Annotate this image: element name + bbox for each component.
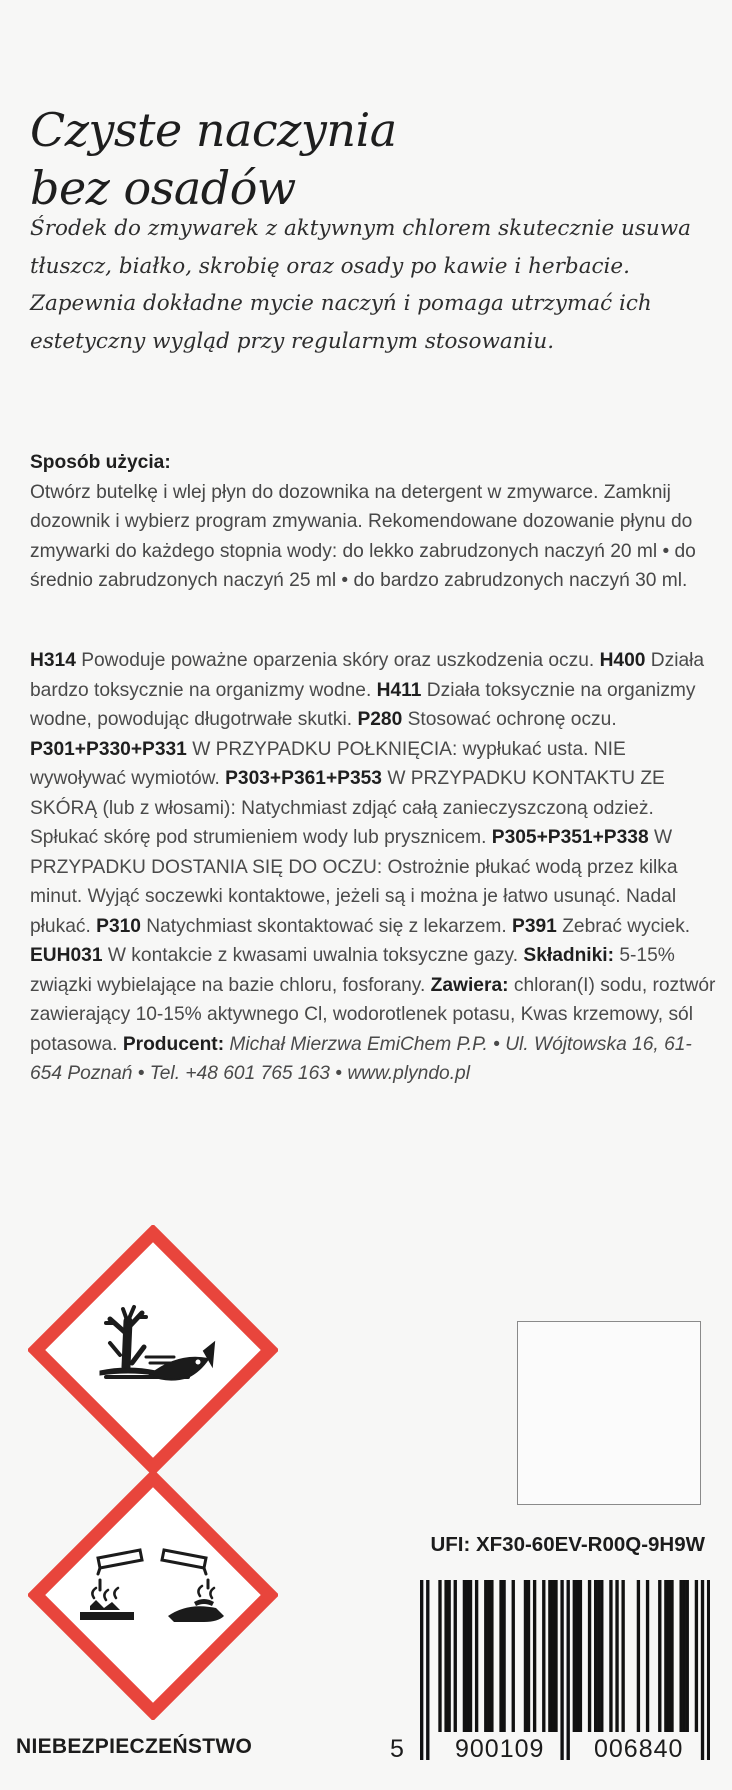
- barcode-bar: [594, 1580, 597, 1732]
- precaution-code: P391: [512, 915, 557, 937]
- contains-label: Zawiera:: [430, 974, 509, 996]
- barcode-bar: [469, 1580, 472, 1732]
- barcode-bar: [567, 1580, 570, 1760]
- barcode-bar: [475, 1580, 478, 1732]
- barcode-bar: [658, 1580, 661, 1732]
- barcode-bar: [444, 1580, 447, 1732]
- hazard-text: Działa toksycznie na organizmy wodne, powodując długotrwałe skutki.: [30, 679, 696, 730]
- barcode-bar: [512, 1580, 515, 1732]
- barcode-bar: [695, 1580, 698, 1732]
- ufi-code: UFI: XF30-60EV-R00Q-9H9W: [430, 1533, 705, 1556]
- ingredients-text: 5-15% związki wybielające na bazie chloru, fosforany.: [30, 945, 675, 996]
- barcode-bar: [490, 1580, 493, 1732]
- usage-heading: Sposób użycia:: [30, 452, 171, 473]
- barcode-bar: [664, 1580, 667, 1732]
- barcode-bar: [420, 1580, 423, 1760]
- barcode-bar: [615, 1580, 618, 1732]
- barcode: [420, 1580, 710, 1760]
- barcode-bar: [466, 1580, 469, 1732]
- barcode-bar: [597, 1580, 600, 1732]
- barcode-bar: [670, 1580, 673, 1732]
- barcode-bar: [683, 1580, 686, 1732]
- barcode-bar: [551, 1580, 554, 1732]
- barcode-bar: [637, 1580, 640, 1732]
- producer-text: Michał Mierzwa EmiChem P.P. • Ul. Wójtowska 16, 61-654 Poznań • Tel. +48 601 765 163 • www.plyndo.pl: [30, 1033, 692, 1084]
- barcode-right-digits: 006840: [594, 1735, 684, 1763]
- producer-label: Producent:: [122, 1033, 225, 1055]
- barcode-bar: [560, 1580, 563, 1760]
- contains-text: chloran(I) sodu, roztwór zawierający 10-15% aktywnego Cl, wodorotlenek potasu, Kwas krzemowy, sól potasowa.: [30, 974, 716, 1055]
- barcode-bar: [600, 1580, 603, 1732]
- environment-hazard-icon: [28, 1225, 278, 1475]
- hazard-statements: [30, 646, 720, 1089]
- precaution-code: P301+P330+P331: [30, 738, 187, 760]
- precaution-text: W PRZYPADKU KONTAKTU ZE SKÓRĄ (lub z włosami): Natychmiast zdjąć całą zanieczyszczoną odzież. Spłukać skórę pod strumieniem wody lub prysznicem.: [30, 768, 665, 848]
- barcode-bar: [438, 1580, 441, 1732]
- precaution-text: W PRZYPADKU POŁKNIĘCIA: wypłukać usta. NIE wywoływać wymiotów.: [30, 738, 626, 789]
- barcode-bar: [454, 1580, 457, 1732]
- barcode-bar: [579, 1580, 582, 1732]
- corrosive-hazard-icon: [28, 1470, 278, 1720]
- product-description: Środek do zmywarek z aktywnym chlorem skutecznie usuwa tłuszcz, białko, skrobię oraz osady po kawie i herbacie. Zapewnia dokładne mycie naczyń i pomaga utrzymać ich estetyczny wygląd przy regularnym stosowaniu.: [30, 216, 691, 354]
- barcode-bar: [426, 1580, 429, 1760]
- blank-box: [517, 1321, 701, 1505]
- hazard-text: Powoduje poważne oparzenia skóry oraz uszkodzenia oczu.: [75, 650, 600, 671]
- barcode-bar: [609, 1580, 612, 1732]
- barcode-bar: [621, 1580, 624, 1732]
- hazard-text: Działa bardzo toksycznie na organizmy wodne.: [30, 650, 705, 701]
- usage-section: [30, 448, 720, 596]
- barcode-bar: [542, 1580, 545, 1732]
- barcode-bar: [548, 1580, 551, 1732]
- barcode-bar: [499, 1580, 502, 1732]
- barcode-bar: [707, 1580, 710, 1760]
- precaution-code: P280: [357, 709, 403, 730]
- precaution-text: Zebrać wyciek.: [556, 915, 691, 937]
- barcode-bar: [487, 1580, 490, 1732]
- usage-text: Otwórz butelkę i wlej płyn do dozownika na detergent w zmywarce. Zamknij dozownik i wybierz program zmywania. Rekomendowane dozowanie płynu do zmywarki do każdego stopnia wody: do lekko zabrudzonych naczyń 20 ml • do średnio zabrudzonych naczyń 25 ml • do bardzo zabrudzonych naczyń 30 ml.: [30, 481, 696, 591]
- barcode-bar: [573, 1580, 576, 1732]
- barcode-bar: [524, 1580, 527, 1732]
- hazard-code: H400: [599, 650, 646, 671]
- precaution-text: Natychmiast skontaktować się z lekarzem.: [140, 915, 513, 937]
- barcode-bar: [484, 1580, 487, 1732]
- barcode-bar: [463, 1580, 466, 1732]
- title-line-1: Czyste naczynia: [30, 102, 397, 157]
- barcode-left-digits: 900109: [455, 1735, 545, 1763]
- hazard-code: H411: [376, 679, 422, 701]
- barcode-bar: [667, 1580, 670, 1732]
- title-line-2: bez osadów: [30, 160, 296, 215]
- ingredients-label: Składniki:: [523, 945, 615, 966]
- barcode-bar: [588, 1580, 591, 1732]
- barcode-bar: [527, 1580, 530, 1732]
- barcode-first-digit: 5: [390, 1735, 405, 1763]
- barcode-bar: [576, 1580, 579, 1732]
- precaution-text: Stosować ochronę oczu.: [402, 709, 617, 730]
- precaution-code: P303+P361+P353: [225, 768, 382, 789]
- barcode-bar: [679, 1580, 682, 1732]
- barcode-bar: [646, 1580, 649, 1732]
- barcode-bar: [502, 1580, 505, 1732]
- hazard-code: H314: [30, 650, 76, 671]
- product-title: [30, 101, 710, 217]
- signal-word: NIEBEZPIECZEŃSTWO: [16, 1735, 253, 1758]
- precaution-code: P310: [96, 915, 141, 937]
- barcode-bar: [533, 1580, 536, 1732]
- barcode-bar: [701, 1580, 704, 1760]
- precaution-code: P305+P351+P338: [491, 827, 649, 848]
- euh-text: W kontakcie z kwasami uwalnia toksyczne gazy.: [102, 945, 524, 966]
- barcode-bar: [447, 1580, 450, 1732]
- precaution-text: W PRZYPADKU DOSTANIA SIĘ DO OCZU: Ostrożnie płukać wodą przez kilka minut. Wyjąć soczewki kontaktowe, jeżeli są i można je łatwo usunąć. Nadal płukać.: [30, 827, 678, 937]
- euh-code: EUH031: [30, 945, 103, 966]
- barcode-bar: [686, 1580, 689, 1732]
- barcode-bar: [554, 1580, 557, 1732]
